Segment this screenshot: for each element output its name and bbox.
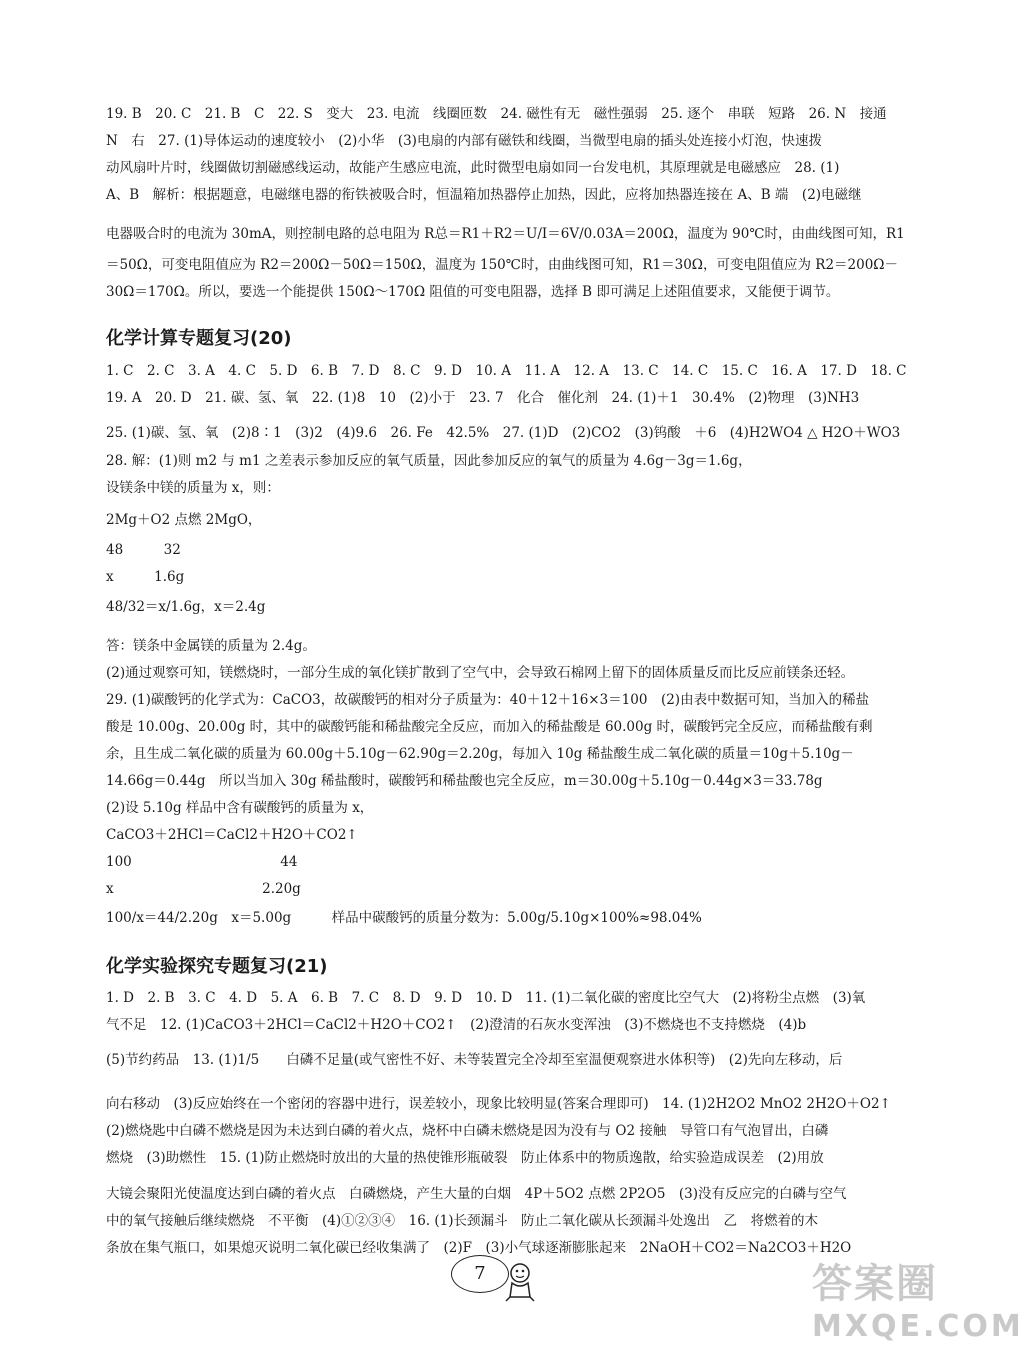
text-line: 29. (1)碳酸钙的化学式为：CaCO3，故碳酸钙的相对分子质量为：40＋12＋16×3＝100 (2)由表中数据可知，当加入的稀盐: [106, 692, 870, 708]
equation-line: 2Mg＋O2 点燃 2MgO，: [106, 512, 262, 528]
text-line: 气不足 12. (1)CaCO3＋2HCl＝CaCl2＋H2O＋CO2↑ (2)澄清的石灰水变浑浊 (3)不燃烧也不支持燃烧 (4)b: [106, 1017, 807, 1033]
text-line: 1. D 2. B 3. C 4. D 5. A 6. B 7. C 8. D 9. D 10. D 11. (1)二氧化碳的密度比空气大 (2)将粉尘点燃 (3)氧: [106, 990, 866, 1006]
text-line: 中的氧气接触后继续燃烧 不平衡 (4)①②③④ 16. (1)长颈漏斗 防止二氧化碳从长颈漏斗处逸出 乙 将燃着的木: [106, 1213, 819, 1229]
text-line: (2)设 5.10g 样品中含有碳酸钙的质量为 x，: [106, 800, 374, 816]
text-line: 14.66g＝0.44g 所以当加入 30g 稀盐酸时，碳酸钙和稀盐酸也完全反应，m＝30.00g＋5.10g－0.44g×3＝33.78g: [106, 773, 823, 789]
text-line: (2)通过观察可知，镁燃烧时，一部分生成的氧化镁扩散到了空气中，会导致石棉网上留下的固体质量反而比反应前镁条还轻。: [106, 665, 855, 681]
text-line: ＝50Ω，可变电阻值应为 R2＝200Ω－50Ω＝150Ω，温度为 150℃时，由曲线图可知，R1＝30Ω，可变电阻值应为 R2＝200Ω－: [106, 257, 898, 273]
section-heading-20: 化学计算专题复习(20): [106, 328, 292, 349]
text-line: 余，且生成二氧化碳的质量为 60.00g＋5.10g－62.90g＝2.20g，每加入 10g 稀盐酸生成二氧化碳的质量＝10g＋5.10g－: [106, 746, 854, 762]
text-line: 条放在集气瓶口，如果熄灭说明二氧化碳已经收集满了 (2)F (3)小气球逐渐膨胀起来 2NaOH＋CO2＝Na2CO3＋H2O: [106, 1240, 852, 1256]
text-line: 28. 解：(1)则 m2 与 m1 之差表示参加反应的氧气质量，因此参加反应的氧气的质量为 4.6g－3g＝1.6g，: [106, 453, 752, 469]
text-line: A、B 解析：根据题意，电磁继电器的衔铁被吸合时，恒温箱加热器停止加热，因此，应将加热器连接在 A、B 端 (2)电磁继: [106, 187, 862, 203]
section-heading-21: 化学实验探究专题复习(21): [106, 956, 328, 977]
text-line: 1. C 2. C 3. A 4. C 5. D 6. B 7. D 8. C 9. D 10. A 11. A 12. A 13. C 14. C 15. C 16. A 17. D 18. C: [106, 363, 907, 379]
text-line: 30Ω＝170Ω。所以，要选一个能提供 150Ω～170Ω 阻值的可变电阻器，选择 B 即可满足上述阻值要求，又能便于调节。: [106, 284, 840, 300]
text-line: 大镜会聚阳光使温度达到白磷的着火点 白磷燃烧，产生大量的白烟 4P＋5O2 点燃 2P2O5 (3)没有反应完的白磷与空气: [106, 1186, 847, 1202]
text-line: (2)燃烧匙中白磷不燃烧是因为未达到白磷的着火点，烧杯中白磷未燃烧是因为没有与 O2 接触 导管口有气泡冒出，白磷: [106, 1123, 829, 1139]
text-line: 向右移动 (3)反应始终在一个密闭的容器中进行，误差较小，现象比较明显(答案合理即可) 14. (1)2H2O2 MnO2 2H2O＋O2↑: [106, 1096, 891, 1112]
text-line: 设镁条中镁的质量为 x，则：: [106, 480, 280, 496]
page-number: 7: [451, 1255, 509, 1293]
watermark-logo: [812, 1258, 1024, 1350]
text-line: x 2.20g: [106, 881, 301, 897]
text-line: N 右 27. (1)导体运动的速度较小 (2)小华 (3)电扇的内部有磁铁和线圈，当微型电扇的插头处连接小灯泡，快速拨: [106, 133, 822, 149]
fraction-line: 48/32＝x/1.6g，x＝2.4g: [106, 599, 266, 615]
text-line: 100 44: [106, 854, 298, 870]
text-line: 答：镁条中金属镁的质量为 2.4g。: [106, 638, 316, 654]
text-line: 25. (1)碳、氢、氧 (2)8∶1 (3)2 (4)9.6 26. Fe 42.5% 27. (1)D (2)CO2 (3)钨酸 ＋6 (4)H2WO4 △ H2O＋WO3: [106, 425, 901, 441]
fraction-line: 100/x＝44/2.20g x＝5.00g 样品中碳酸钙的质量分数为：5.00g/5.10g×100%≈98.04%: [106, 910, 702, 926]
text-line: 48 32: [106, 542, 181, 558]
text-line: 燃烧 (3)助燃性 15. (1)防止燃烧时放出的大量的热使锥形瓶破裂 防止体系中的物质逸散，给实验造成误差 (2)用放: [106, 1150, 824, 1166]
text-line: 动风扇叶片时，线圈做切割磁感线运动，故能产生感应电流，此时微型电扇如同一台发电机，其原理就是电磁感应 28. (1): [106, 160, 840, 176]
text-line: x 1.6g: [106, 569, 185, 585]
watermark-text: 答案圈: [812, 1261, 938, 1307]
text-line: 酸是 10.00g、20.00g 时，其中的碳酸钙能和稀盐酸完全反应，而加入的稀盐酸是 60.00g 时，碳酸钙完全反应，而稀盐酸有剩: [106, 719, 873, 735]
watermark-url: MXQE.COM: [812, 1309, 1024, 1344]
text-line: 19. A 20. D 21. 碳、氢、氧 22. (1)8 10 (2)小于 23. 7 化合 催化剂 24. (1)＋1 30.4% (2)物理 (3)NH3: [106, 390, 860, 406]
equation-line: CaCO3＋2HCl＝CaCl2＋H2O＋CO2↑: [106, 827, 358, 843]
mascot-icon: [494, 1255, 538, 1303]
text-line: 电器吸合时的电流为 30mA，则控制电路的总电阻为 R总＝R1＋R2＝U/I＝6V/0.03A＝200Ω，温度为 90℃时，由曲线图可知，R1: [106, 226, 905, 242]
text-line: (5)节约药品 13. (1)1/5 白磷不足量(或气密性不好、未等装置完全冷却至室温便观察进水体积等) (2)先向左移动，后: [106, 1052, 843, 1068]
text-line: 19. B 20. C 21. B C 22. S 变大 23. 电流 线圈匝数 24. 磁性有无 磁性强弱 25. 逐个 串联 短路 26. N 接通: [106, 106, 887, 122]
